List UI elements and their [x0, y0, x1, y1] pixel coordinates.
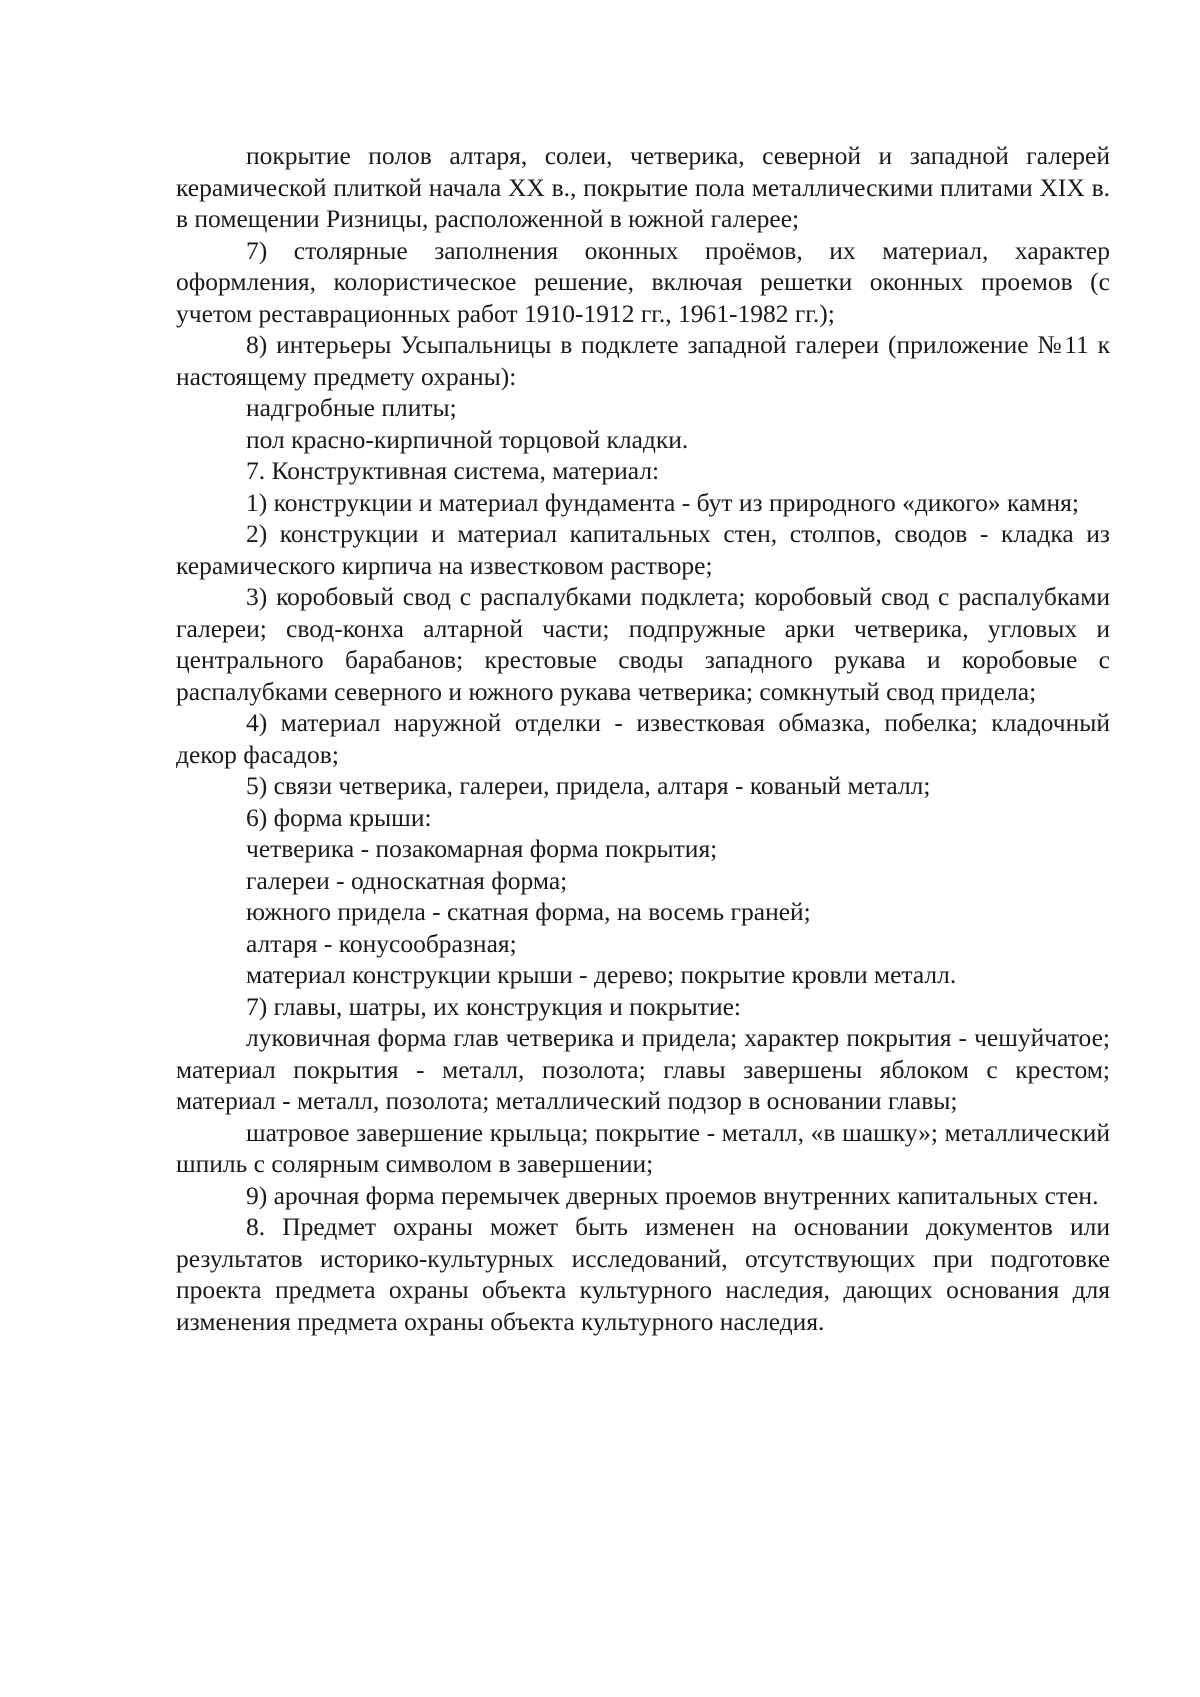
- document-body: [176, 140, 1110, 1337]
- paragraph-roof-gallery: галереи - односкатная форма;: [246, 865, 568, 895]
- paragraph-foundation: 1) конструкции и материал фундамента - бут из природного «дикого» камня;: [246, 487, 1079, 517]
- paragraph-vaults: 3) коробовый свод с распалубками подклета; коробовый свод с распалубками галереи; свод-конха алтарной части; подпружные арки четверика, угловых и центрального барабанов; крестовые своды западного рукава и коробовые с распалубками северного и южного рукава четверика; сомкнутый свод придела;: [176, 582, 1110, 706]
- paragraph-exterior-finish: 4) материал наружной отделки - известковая обмазка, побелка; кладочный декор фасадов;: [176, 708, 1110, 769]
- paragraph-roof-material: материал конструкции крыши - дерево; покрытие кровли металл.: [246, 960, 957, 989]
- paragraph-door-lintels: 9) арочная форма перемычек дверных проемов внутренних капитальных стен.: [246, 1180, 1099, 1210]
- paragraph-roof-quadrangle: четверика - позакомарная форма покрытия;: [246, 834, 718, 863]
- paragraph-ties: 5) связи четверика, галереи, придела, алтаря - кованый металл;: [246, 771, 931, 800]
- paragraph-amendment: 8. Предмет охраны может быть изменен на основании документов или результатов историко-культурных исследований, отсутствующих при подготовке проекта предмета охраны объекта культурного наследия, дающих основания для изменения предмета охраны объекта культурного наследия.: [176, 1212, 1110, 1336]
- paragraph-roof-chapel: южного придела - скатная форма, на восемь граней;: [246, 897, 811, 926]
- paragraph-domes: 7) главы, шатры, их конструкция и покрытие:: [246, 991, 741, 1021]
- paragraph-burial-vault: 8) интерьеры Усыпальницы в подклете западной галереи (приложение №11 к настоящему предмету охраны):: [176, 330, 1110, 391]
- paragraph-roof-form: 6) форма крыши:: [246, 802, 432, 832]
- paragraph-tombstones: надгробные плиты;: [246, 393, 457, 422]
- section-heading-structural-system: 7. Конструктивная система, материал:: [246, 456, 660, 485]
- paragraph-walls: 2) конструкции и материал капитальных стен, столпов, сводов - кладка из керамического кирпича на известковом растворе;: [176, 519, 1110, 580]
- paragraph-brick-floor: пол красно-кирпичной торцовой кладки.: [246, 424, 689, 454]
- paragraph-roof-altar: алтаря - конусообразная;: [246, 928, 517, 958]
- paragraph-window-fillings: 7) столярные заполнения оконных проёмов, их материал, характер оформления, колористическое решение, включая решетки оконных проемов (с учетом реставрационных работ 1910-1912 гг., 1961-1982 гг.);: [176, 235, 1110, 328]
- paragraph-onion-domes: луковичная форма глав четверика и придела; характер покрытия - чешуйчатое; материал покрытия - металл, позолота; главы завершены яблоком с крестом; материал - металл, позолота; металлический подзор в основании главы;: [176, 1023, 1110, 1115]
- paragraph-tent-roof: шатровое завершение крыльца; покрытие - металл, «в шашку»; металлический шпиль с солярным символом в завершении;: [176, 1117, 1110, 1178]
- paragraph-floor-covering: покрытие полов алтаря, солеи, четверика, северной и западной галерей керамической плиткой начала XX в., покрытие пола металлическими плитами XIX в. в помещении Ризницы, расположенной в южной галерее;: [176, 141, 1110, 233]
